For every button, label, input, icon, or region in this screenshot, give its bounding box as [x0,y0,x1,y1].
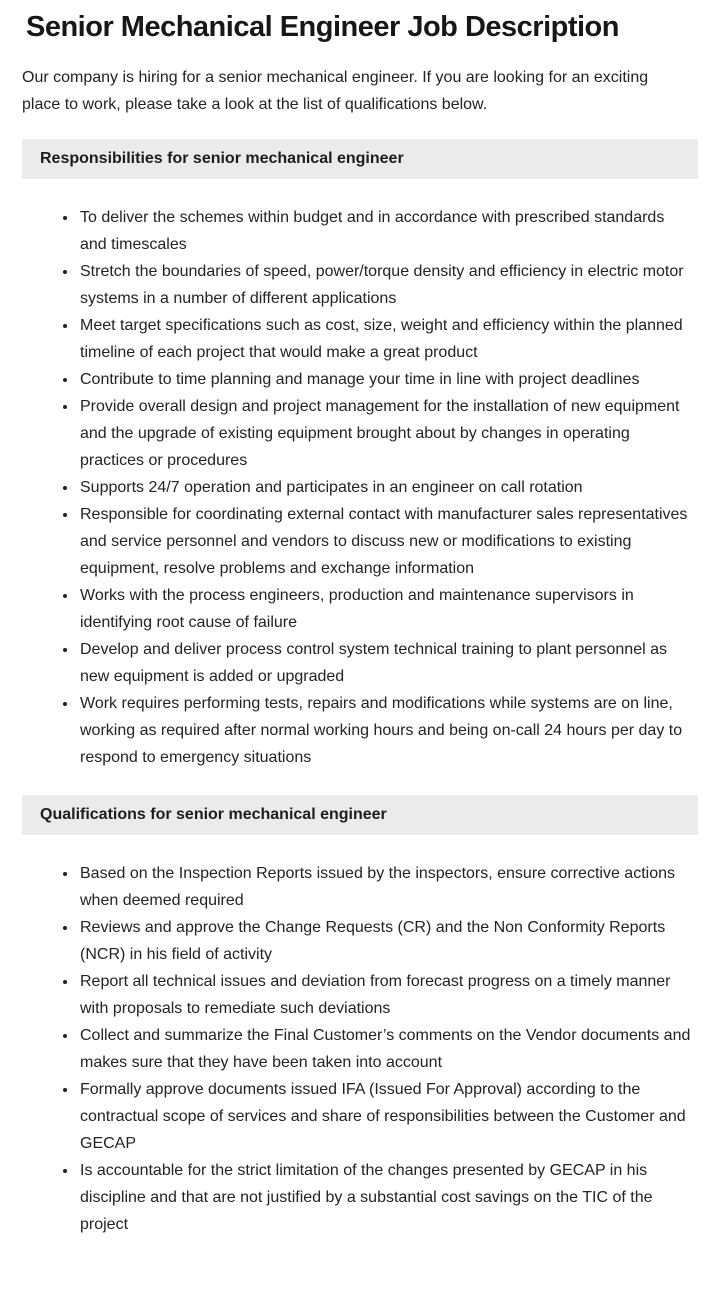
list-item: • Works with the process engineers, production and maintenance supervisors in identifying root cause of failure [78,582,694,636]
list-item: • Reviews and approve the Change Requests (CR) and the Non Conformity Reports (NCR) in his field of activity [78,914,694,968]
intro-paragraph: Our company is hiring for a senior mechanical engineer. If you are looking for an exciting place to work, please take a look at the list of qualifications below. [22,69,649,114]
responsibilities-list [22,204,698,771]
list-item: • Stretch the boundaries of speed, power/torque density and efficiency in electric motor systems in a number of different applications [78,258,694,312]
section-heading-responsibilities: Responsibilities for senior mechanical engineer [22,139,698,179]
list-item: • To deliver the schemes within budget and in accordance with prescribed standards and timescales [78,204,694,258]
list-item: • Work requires performing tests, repairs and modifications while systems are on line, working as required after normal working hours and being on-call 24 hours per day to respond to emergency situations [78,690,694,771]
list-item: • Report all technical issues and deviation from forecast progress on a timely manner with proposals to remediate such deviations [78,968,694,1022]
list-item: • Supports 24/7 operation and participates in an engineer on call rotation [78,474,694,501]
list-item: • Meet target specifications such as cost, size, weight and efficiency within the planned timeline of each project that would make a great product [78,312,694,366]
list-item: • Collect and summarize the Final Customer’s comments on the Vendor documents and makes sure that they have been taken into account [78,1022,694,1076]
list-item: • Responsible for coordinating external contact with manufacturer sales representatives and service personnel and vendors to discuss new or modifications to existing equipment, resolve problems and exchange information [78,501,694,582]
list-item: • Is accountable for the strict limitation of the changes presented by GECAP in his discipline and that are not justified by a substantial cost savings on the TIC of the project [78,1157,694,1238]
list-item: • Based on the Inspection Reports issued by the inspectors, ensure corrective actions when deemed required [78,860,694,914]
list-item: • Formally approve documents issued IFA (Issued For Approval) according to the contractual scope of services and share of responsibilities between the Customer and GECAP [78,1076,694,1157]
list-item: • Develop and deliver process control system technical training to plant personnel as new equipment is added or upgraded [78,636,694,690]
list-item: • Provide overall design and project management for the installation of new equipment and the upgrade of existing equipment brought about by changes in operating practices or procedures [78,393,694,474]
section-heading-qualifications: Qualifications for senior mechanical engineer [22,795,698,835]
page-title: Senior Mechanical Engineer Job Description [26,11,619,43]
qualifications-list [22,860,698,1238]
list-item: • Contribute to time planning and manage your time in line with project deadlines [78,366,694,393]
